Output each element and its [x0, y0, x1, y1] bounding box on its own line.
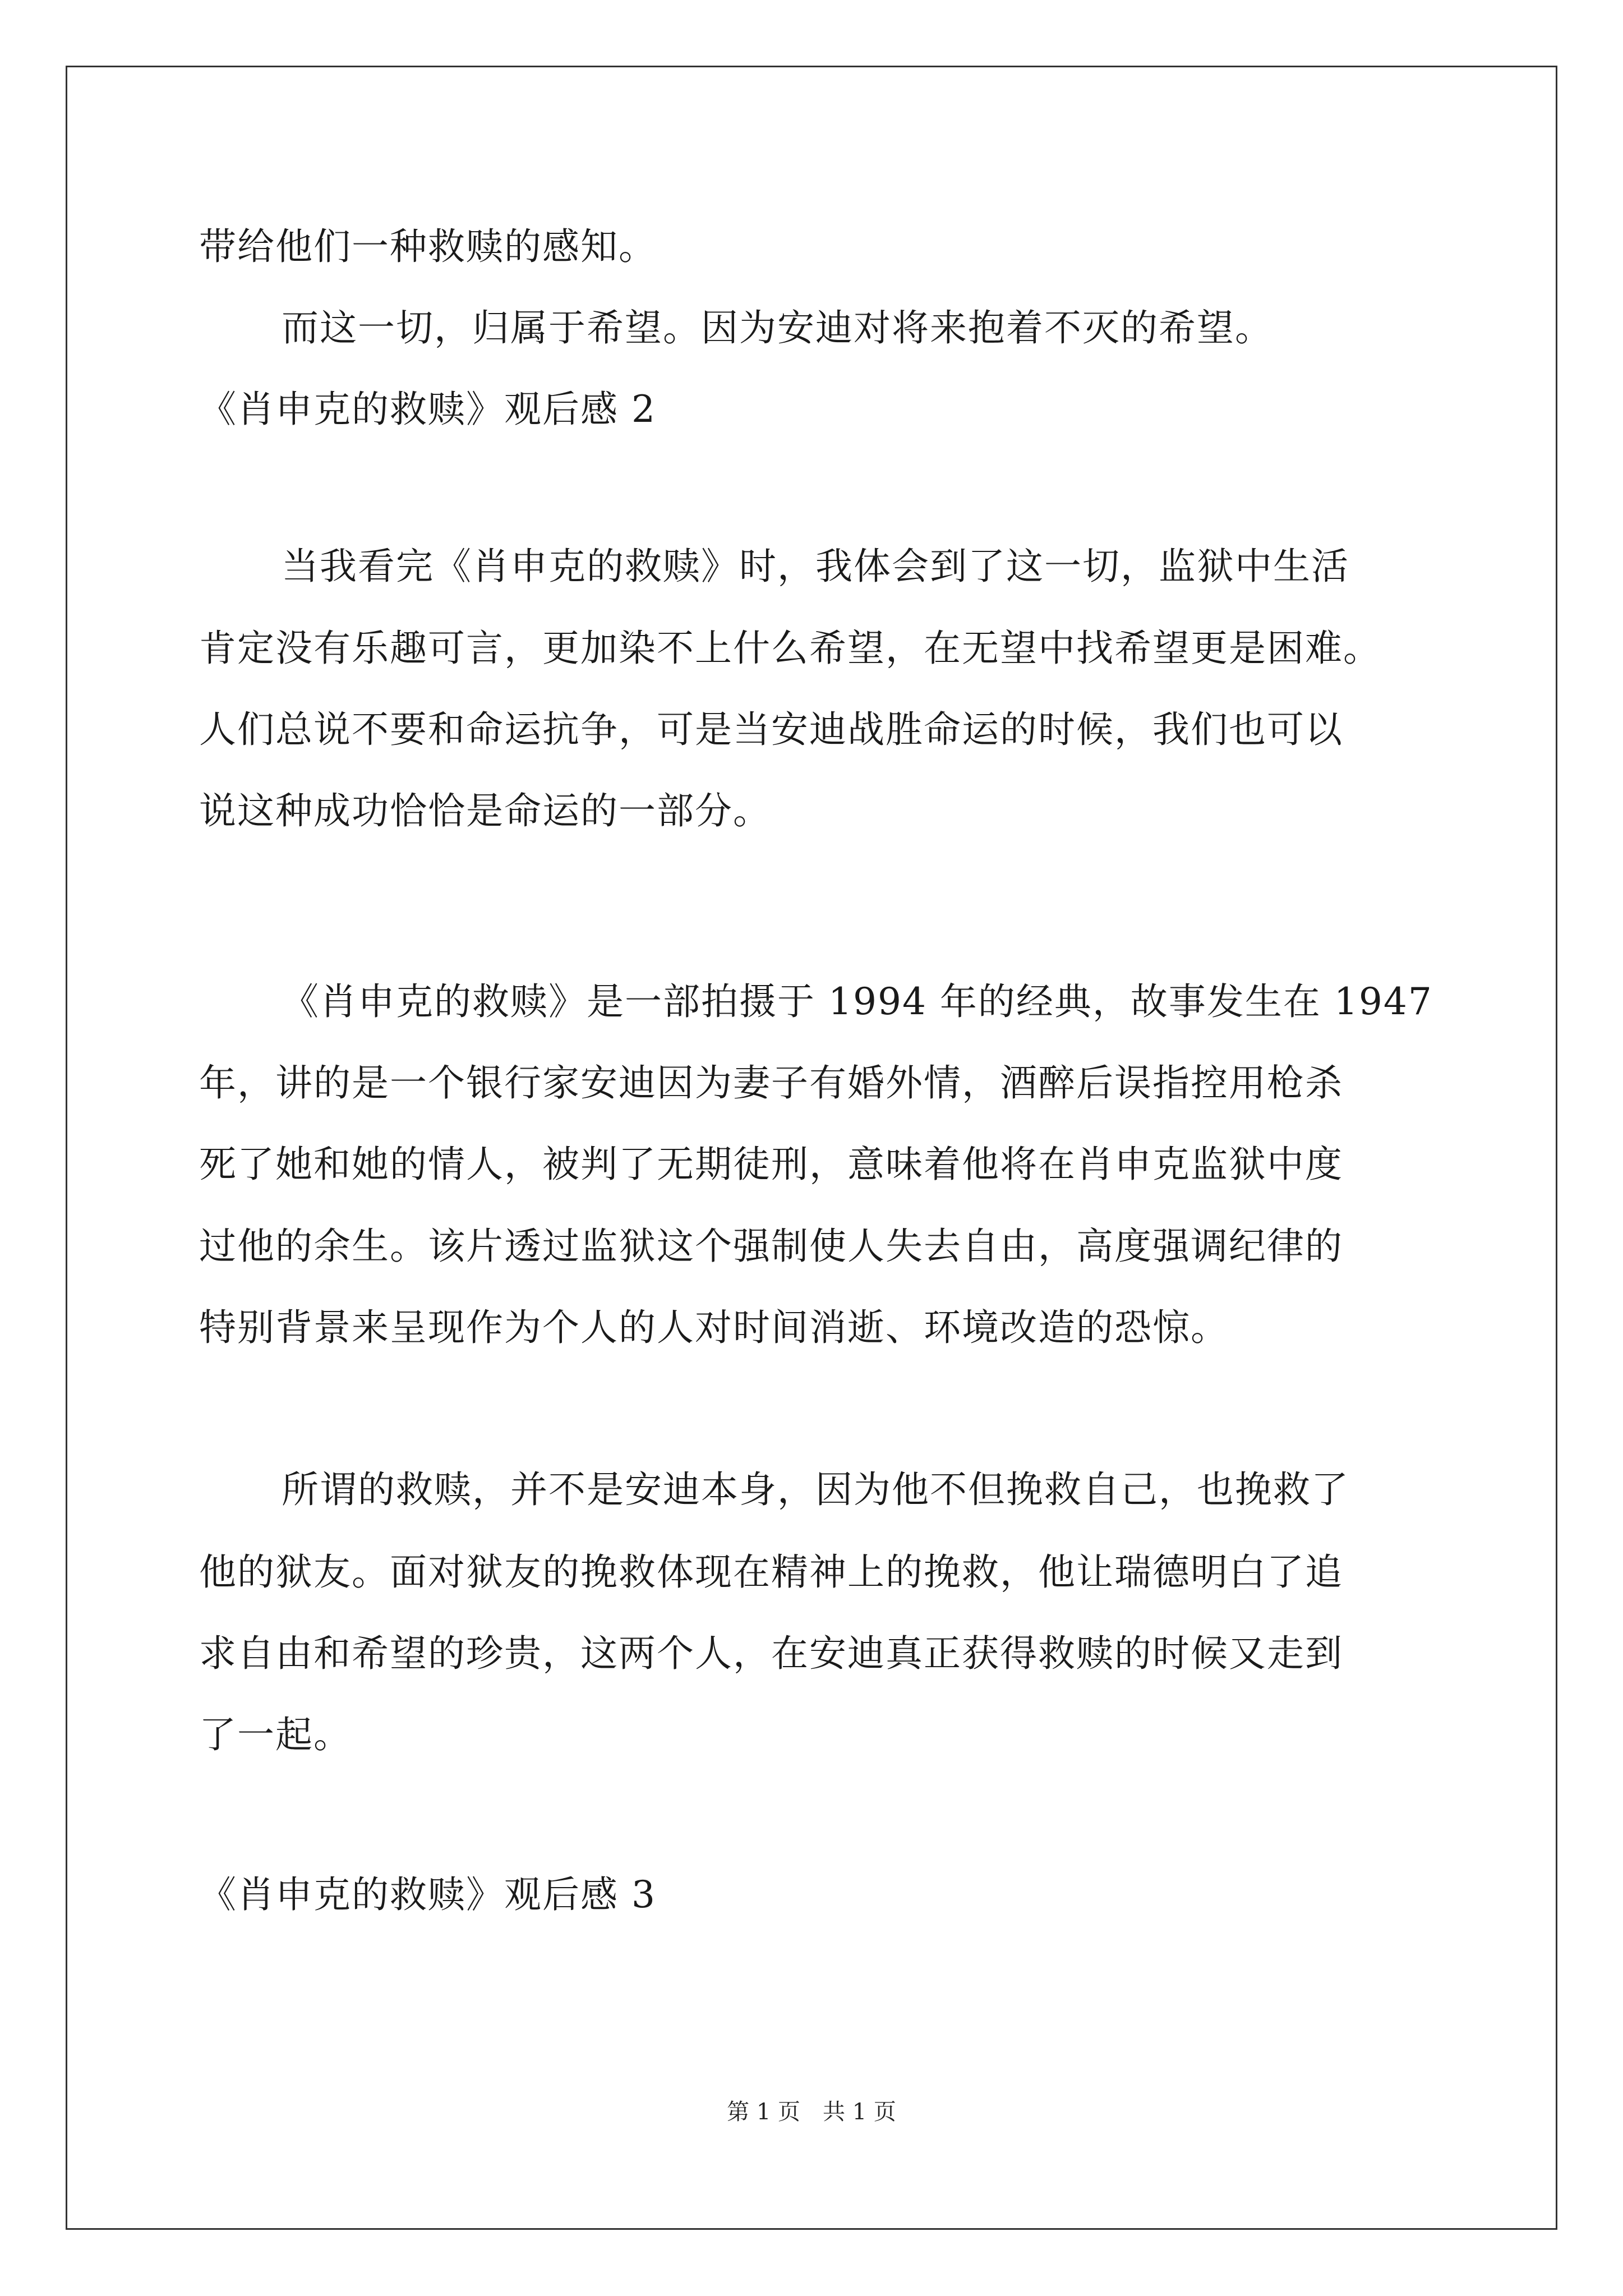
text-line: 死了她和她的情人，被判了无期徒刑，意味着他将在肖申克监狱中度 [199, 1143, 1343, 1186]
text-line: 带给他们一种救赎的感知。 [199, 225, 657, 268]
text-line: 特别背景来呈现作为个人的人对时间消逝、环境改造的恐惊。 [199, 1306, 1229, 1349]
text-line: 说这种成功恰恰是命运的一部分。 [199, 789, 771, 832]
paragraph-first-line: 所谓的救赎，并不是安迪本身，因为他不但挽救自己，也挽救了 [282, 1468, 1349, 1511]
paragraph-first-line: 而这一切，归属于希望。因为安迪对将来抱着不灭的希望。 [282, 306, 1273, 349]
paragraph-first-line: 当我看完《肖申克的救赎》时，我体会到了这一切，监狱中生活 [282, 545, 1349, 588]
page-number-footer: 第 1 页 共 1 页 [727, 2099, 896, 2125]
text-line: 过他的余生。该片透过监狱这个强制使人失去自由，高度强调纪律的 [199, 1225, 1343, 1268]
text-line: 求自由和希望的珍贵，这两个人，在安迪真正获得救赎的时候又走到 [199, 1632, 1343, 1675]
text-line: 了一起。 [199, 1713, 352, 1756]
paragraph-first-line: 《肖申克的救赎》是一部拍摄于 1994 年的经典，故事发生在 1947 [282, 980, 1433, 1023]
text-line: 他的狱友。面对狱友的挽救体现在精神上的挽救，他让瑞德明白了追 [199, 1550, 1343, 1594]
text-line: 年，讲的是一个银行家安迪因为妻子有婚外情，酒醉后误指控用枪杀 [199, 1061, 1343, 1105]
text-line: 人们总说不要和命运抗争，可是当安迪战胜命运的时候，我们也可以 [199, 708, 1343, 751]
section-heading: 《肖申克的救赎》观后感 3 [199, 1873, 656, 1916]
text-line: 肯定没有乐趣可言，更加染不上什么希望，在无望中找希望更是困难。 [199, 627, 1381, 670]
section-heading: 《肖申克的救赎》观后感 2 [199, 388, 656, 431]
